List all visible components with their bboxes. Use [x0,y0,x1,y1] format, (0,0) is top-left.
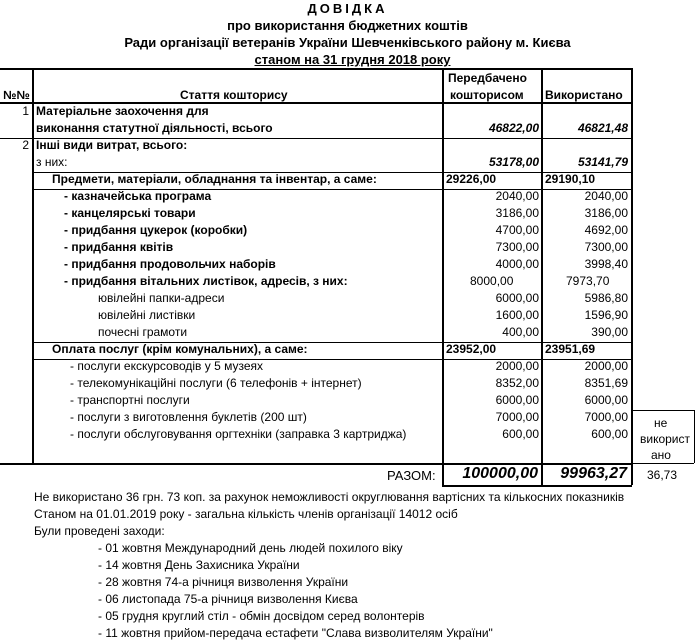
planned-amount: 6000,00 [495,291,539,305]
row-number: 2 [22,138,29,152]
event-item: - 05 грудня круглий стіл - обмін досвідом серед волонтерів [98,609,425,623]
note-events-heading: Були проведені заходи: [34,524,165,538]
report-date: станом на 31 грудня 2018 року [254,52,451,67]
event-item: - 14 жовтня День Захисника України [98,558,300,572]
planned-amount: 3186,00 [495,206,539,220]
document-subtitle: про використання бюджетних коштів [227,18,468,33]
planned-amount: 7000,00 [495,410,539,424]
used-amount: 4692,00 [584,223,628,237]
row-label: - казначейська програма [64,189,212,203]
row-label: Матеріальне заохочення для [36,104,209,118]
header-used: Використано [545,88,623,102]
row-label: ювілейні папки-адреси [98,291,225,305]
row-label: почесні грамоти [98,325,188,339]
used-amount: 1596,90 [584,308,628,322]
side-note-line: ано [651,448,671,462]
planned-amount: 8352,00 [495,376,539,390]
row-label: Предмети, матеріали, обладнання та інвентар, а саме: [52,172,377,186]
row-label: - придбання вітальних листівок, адресів, з них: [64,274,348,288]
note-members: Станом на 01.01.2019 року - загальна кількість членів організації 14012 осіб [34,507,458,521]
row-label: - транспортні послуги [70,393,190,407]
total-planned: 100000,00 [462,465,538,482]
planned-amount: 4700,00 [495,223,539,237]
header-planned-line2: кошторисом [450,88,524,102]
used-amount: 3998,40 [584,257,628,271]
planned-amount: 2000,00 [495,359,539,373]
row-label: Оплата послуг (крім комунальних), а саме: [52,342,308,356]
row-label: виконання статутної діяльності, всього [36,121,273,135]
side-note-line: використ [640,432,691,446]
row-label: - послуги обслуговування оргтехніки (заправка 3 картриджа) [70,427,407,441]
planned-amount: 400,00 [502,325,539,339]
used-amount: 7000,00 [584,410,628,424]
row-label: - послуги з виготовлення буклетів (200 шт) [70,410,307,424]
header-article: Стаття кошторису [180,88,288,102]
planned-amount: 1600,00 [495,308,539,322]
note-unused: Не використано 36 грн. 73 коп. за рахунок неможливості округлювання вартісних та кількосних показників [34,490,625,504]
used-amount: 2000,00 [584,359,628,373]
event-item: - 11 жовтня прийом-передача естафети "Слава визволителям України" [98,626,493,640]
event-item: - 28 жовтня 74-а річниця визволення України [98,575,349,589]
used-amount: 5986,80 [584,291,628,305]
used-amount: 3186,00 [584,206,628,220]
planned-amount: 8000,00 [470,274,514,288]
header-num: №№ [3,88,30,102]
used-amount: 6000,00 [584,393,628,407]
planned-amount: 6000,00 [495,393,539,407]
total-used: 99963,27 [560,465,627,482]
row-label: - послуги екскурсоводів у 5 музеях [70,359,264,373]
document-title: ДОВІДКА [307,1,388,16]
planned-amount: 4000,00 [495,257,539,271]
planned-amount: 29226,00 [446,172,497,186]
header-planned-line1: Передбачено [448,71,527,85]
used-amount: 7973,70 [566,274,610,288]
row-label: - придбання продовольчих наборів [64,257,276,271]
used-amount: 390,00 [591,325,628,339]
used-amount: 8351,69 [584,376,628,390]
row-label: - канцелярські товари [64,206,196,220]
used-amount: 46821,48 [577,121,628,135]
organization-name: Ради організації ветеранів України Шевченківського району м. Києва [124,35,571,50]
used-amount: 53141,79 [577,155,628,169]
planned-amount: 46822,00 [488,121,539,135]
row-label: з них: [36,155,68,169]
total-label: РАЗОМ: [387,468,436,483]
used-amount: 7300,00 [584,240,628,254]
row-label: ювілейні листівки [98,308,196,322]
event-item: - 01 жовтня Международний день людей похилого віку [98,541,403,555]
row-number: 1 [22,104,29,118]
row-label: - придбання цукерок (коробки) [64,223,248,237]
planned-amount: 23952,00 [446,342,497,356]
used-amount: 600,00 [591,427,628,441]
planned-amount: 53178,00 [488,155,539,169]
row-label: Інші види витрат, всього: [36,138,188,152]
used-amount: 2040,00 [584,189,628,203]
used-amount: 29190,10 [545,172,596,186]
planned-amount: 2040,00 [495,189,539,203]
row-label: - телекомунікаційні послуги (6 телефонів + інтернет) [70,376,362,390]
used-amount: 23951,69 [545,342,596,356]
total-unused: 36,73 [647,468,678,482]
side-note-line: не [654,416,668,430]
planned-amount: 600,00 [502,427,539,441]
event-item: - 06 листопада 75-а річниця визволення Києва [98,592,358,606]
row-label: - придбання квітів [64,240,174,254]
planned-amount: 7300,00 [495,240,539,254]
